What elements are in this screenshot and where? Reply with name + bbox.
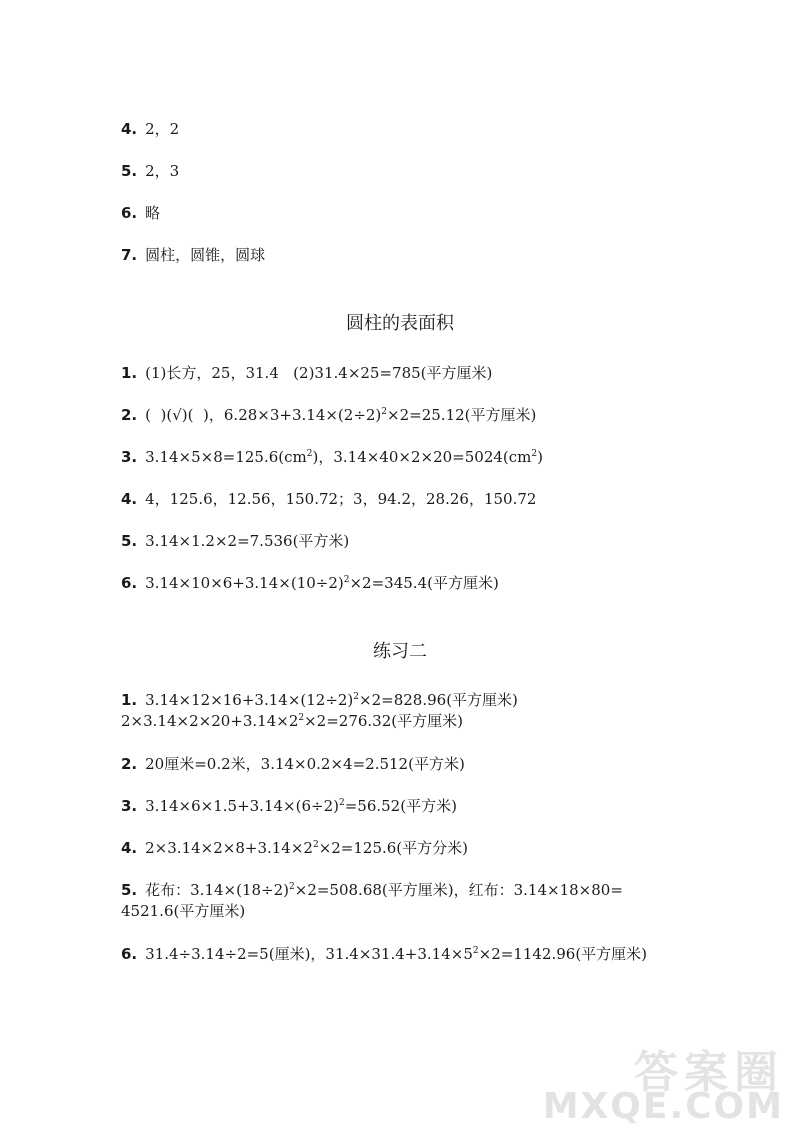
answer-5: 5. 2，3 [121, 162, 180, 180]
s1-answer-4: 4. 4，125.6，12.56，150.72；3，94.2，28.26，150.72 [121, 490, 537, 508]
s2-answer-5: 5. 花布：$3.14\times(18\div 2)^2\times 2=508.68$(平方厘米)，红布：3.14×18×80= [121, 881, 623, 899]
s2-answer-1: 1. $3.14\times 12\times 16+3.14\times(12\div 2)^2\times 2=828.96$(平方厘米) [121, 691, 518, 709]
s2-answer-4: 4. $2\times 3.14\times 2\times 8+3.14\times 2^2\times 2=125.6$(平方分米) [121, 839, 469, 857]
watermark-logo: 答案圈 [634, 1047, 784, 1098]
s2-answer-6: 6. 31.4÷3.14÷2=5(厘米)，$31.4\times 31.4+3.14\times 5^2\times 2=1142.96$(平方厘米) [121, 945, 648, 963]
s2-answer-2: 2. 20厘米=0.2米，3.14×0.2×4=2.512(平方米) [121, 755, 465, 773]
watermark [424, 1036, 784, 1126]
s1-answer-6: 6. $3.14\times 10\times 6+3.14\times(10\div 2)^2\times 2=345.4$(平方厘米) [121, 574, 499, 592]
section-heading-exercise-2: 练习二 [373, 641, 427, 662]
watermark-url: MXQE.COM [542, 1086, 784, 1127]
s1-answer-1: 1. (1)长方，25，31.4 (2)31.4×25=785(平方厘米) [121, 364, 493, 382]
answer-4: 4. 2，2 [121, 120, 180, 138]
s1-answer-2: 2. ( )(√)( )，$6.28\times 3+3.14\times(2\div 2)^2\times 2=25.12$(平方厘米) [121, 406, 537, 424]
s2-answer-3: 3. $3.14\times 6\times 1.5+3.14\times(6\div 2)^2=56.52$(平方米) [121, 797, 457, 815]
s1-answer-5: 5. 3.14×1.2×2=7.536(平方米) [121, 532, 350, 550]
answer-7: 7. 圆柱，圆锥，圆球 [121, 246, 266, 264]
s2-answer-1-line2: $2\times 3.14\times 2\times 20+3.14\times 2^2\times 2=276.32$(平方厘米) [121, 712, 463, 730]
s2-answer-5-line2: 4521.6(平方厘米) [121, 902, 246, 920]
answer-6: 6. 略 [121, 204, 161, 222]
section-heading-cylinder-surface-area: 圆柱的表面积 [346, 313, 454, 334]
s1-answer-3: 3. $3.14\times 5\times 8=125.6(cm^2)$，$3.14\times 40\times 2\times 20=5024(cm^2)$ [121, 448, 543, 466]
